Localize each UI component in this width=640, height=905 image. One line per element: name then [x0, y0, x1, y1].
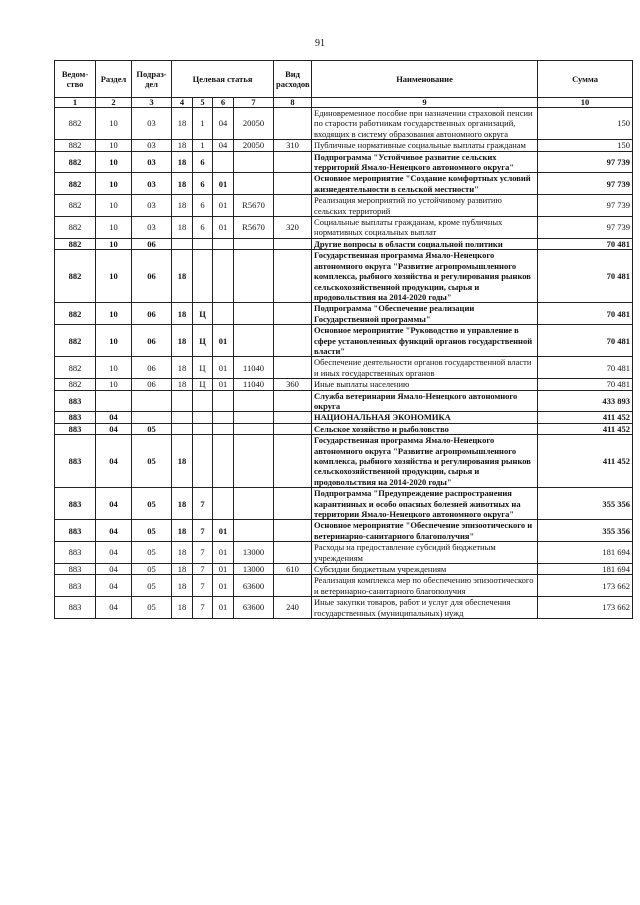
- razdel-cell: 04: [96, 575, 132, 597]
- name-cell: Государственная программа Ямало-Ненецкого автономного округа "Развитие агропромышленного комплекса, рыбного хозяйства и регулирования рынков сельскохозяйственной продукции, сырья и продовольствия на 2014-2020 годы": [312, 435, 538, 488]
- budget-table: [54, 60, 633, 619]
- vid-cell: [274, 195, 312, 217]
- podrazdel-cell: 05: [132, 520, 172, 542]
- name-cell: Другие вопросы в области социальной политики: [312, 238, 538, 249]
- col-number: 10: [538, 98, 633, 108]
- col-number: 1: [55, 98, 96, 108]
- target-event-cell: 01: [213, 357, 234, 379]
- target-program-cell: [172, 238, 193, 249]
- table-row: [55, 575, 633, 597]
- razdel-cell: 04: [96, 488, 132, 520]
- target-subprogram-cell: 7: [193, 542, 213, 564]
- target-program-cell: 18: [172, 140, 193, 151]
- target-subprogram-cell: Ц: [193, 357, 213, 379]
- target-event-cell: [213, 151, 234, 173]
- target-subprogram-cell: 7: [193, 488, 213, 520]
- target-direction-cell: [234, 435, 274, 488]
- ved-cell: 883: [55, 423, 96, 434]
- target-direction-cell: 13000: [234, 564, 274, 575]
- name-cell: Иные закупки товаров, работ и услуг для обеспечения государственных (муниципальных) нужд: [312, 597, 538, 619]
- ved-cell: 883: [55, 597, 96, 619]
- name-cell: Основное мероприятие "Создание комфортных условий жизнедеятельности в сельской местности": [312, 173, 538, 195]
- target-subprogram-cell: Ц: [193, 325, 213, 357]
- col-number: 8: [274, 98, 312, 108]
- target-event-cell: 04: [213, 140, 234, 151]
- vid-cell: [274, 435, 312, 488]
- ved-cell: 882: [55, 325, 96, 357]
- col-number: 2: [96, 98, 132, 108]
- ved-cell: 882: [55, 151, 96, 173]
- razdel-cell: 04: [96, 412, 132, 423]
- vid-cell: [274, 520, 312, 542]
- sum-cell: 97 739: [538, 195, 633, 217]
- target-direction-cell: [234, 250, 274, 303]
- name-cell: Сельское хозяйство и рыболовство: [312, 423, 538, 434]
- podrazdel-cell: 05: [132, 597, 172, 619]
- target-event-cell: 01: [213, 575, 234, 597]
- table-row: [55, 140, 633, 151]
- vid-cell: 360: [274, 379, 312, 390]
- table-row: [55, 423, 633, 434]
- razdel-cell: 04: [96, 423, 132, 434]
- vid-cell: [274, 151, 312, 173]
- name-cell: Основное мероприятие "Обеспечение эпизоотического и ветеринарно-санитарного благополучия": [312, 520, 538, 542]
- target-direction-cell: 13000: [234, 542, 274, 564]
- table-row: [55, 379, 633, 390]
- target-direction-cell: 63600: [234, 575, 274, 597]
- target-event-cell: 01: [213, 217, 234, 239]
- name-cell: Государственная программа Ямало-Ненецкого автономного округа "Развитие агропромышленного комплекса, рыбного хозяйства и регулирования рынков сельскохозяйственной продукции, сырья и продовольствия на 2014-2020 годы": [312, 250, 538, 303]
- target-direction-cell: [234, 488, 274, 520]
- target-direction-cell: [234, 325, 274, 357]
- target-direction-cell: [234, 173, 274, 195]
- podrazdel-cell: 06: [132, 325, 172, 357]
- target-program-cell: [172, 412, 193, 423]
- target-direction-cell: [234, 390, 274, 412]
- podrazdel-cell: [132, 390, 172, 412]
- column-number-row: [55, 98, 633, 108]
- target-program-cell: 18: [172, 173, 193, 195]
- target-program-cell: [172, 423, 193, 434]
- razdel-cell: 10: [96, 357, 132, 379]
- table-row: [55, 303, 633, 325]
- sum-cell: 411 452: [538, 412, 633, 423]
- sum-cell: 433 893: [538, 390, 633, 412]
- sum-cell: 70 481: [538, 357, 633, 379]
- vid-cell: 320: [274, 217, 312, 239]
- target-program-cell: 18: [172, 520, 193, 542]
- target-subprogram-cell: [193, 238, 213, 249]
- col-number: 6: [213, 98, 234, 108]
- razdel-cell: 10: [96, 140, 132, 151]
- razdel-cell: 04: [96, 520, 132, 542]
- target-program-cell: 18: [172, 379, 193, 390]
- name-cell: Субсидии бюджетным учреждениям: [312, 564, 538, 575]
- table-row: [55, 412, 633, 423]
- target-event-cell: 01: [213, 325, 234, 357]
- ved-cell: 882: [55, 140, 96, 151]
- table-row: [55, 488, 633, 520]
- vid-cell: 240: [274, 597, 312, 619]
- vid-cell: [274, 488, 312, 520]
- sum-cell: 173 662: [538, 575, 633, 597]
- razdel-cell: 04: [96, 435, 132, 488]
- target-event-cell: 01: [213, 195, 234, 217]
- target-subprogram-cell: 6: [193, 195, 213, 217]
- name-cell: Расходы на предоставление субсидий бюджетным учреждениям: [312, 542, 538, 564]
- table-row: [55, 357, 633, 379]
- ved-cell: 882: [55, 357, 96, 379]
- ved-cell: 882: [55, 173, 96, 195]
- name-cell: Единовременное пособие при назначении страховой пенсии по старости работникам государственных организаций, входящих в систему образования автономного округа: [312, 108, 538, 140]
- target-subprogram-cell: 7: [193, 520, 213, 542]
- target-program-cell: 18: [172, 250, 193, 303]
- col-number: 3: [132, 98, 172, 108]
- target-event-cell: 01: [213, 564, 234, 575]
- podrazdel-cell: 03: [132, 151, 172, 173]
- target-subprogram-cell: Ц: [193, 303, 213, 325]
- target-event-cell: 01: [213, 597, 234, 619]
- target-program-cell: 18: [172, 542, 193, 564]
- target-direction-cell: 63600: [234, 597, 274, 619]
- vid-cell: [274, 390, 312, 412]
- ved-cell: 883: [55, 564, 96, 575]
- target-event-cell: [213, 238, 234, 249]
- target-event-cell: 01: [213, 379, 234, 390]
- podrazdel-cell: 05: [132, 564, 172, 575]
- target-program-cell: 18: [172, 303, 193, 325]
- table-row: [55, 390, 633, 412]
- target-direction-cell: R5670: [234, 217, 274, 239]
- razdel-cell: 10: [96, 173, 132, 195]
- header-row: [55, 61, 633, 98]
- table-row: [55, 238, 633, 249]
- target-event-cell: 01: [213, 520, 234, 542]
- target-direction-cell: [234, 412, 274, 423]
- target-event-cell: 01: [213, 173, 234, 195]
- razdel-cell: 10: [96, 379, 132, 390]
- target-program-cell: 18: [172, 597, 193, 619]
- razdel-cell: 10: [96, 195, 132, 217]
- sum-cell: 70 481: [538, 250, 633, 303]
- col-number: 7: [234, 98, 274, 108]
- razdel-cell: 04: [96, 597, 132, 619]
- header-podrazdel: Подраз-дел: [132, 61, 172, 98]
- target-event-cell: [213, 412, 234, 423]
- header-vid: Вид расходов: [274, 61, 312, 98]
- table-row: [55, 250, 633, 303]
- header-name: Наименование: [312, 61, 538, 98]
- podrazdel-cell: 06: [132, 379, 172, 390]
- target-event-cell: [213, 303, 234, 325]
- ved-cell: 883: [55, 542, 96, 564]
- podrazdel-cell: 03: [132, 173, 172, 195]
- table-row: [55, 151, 633, 173]
- podrazdel-cell: 03: [132, 195, 172, 217]
- target-direction-cell: [234, 238, 274, 249]
- target-direction-cell: 20050: [234, 140, 274, 151]
- razdel-cell: 10: [96, 151, 132, 173]
- sum-cell: 70 481: [538, 325, 633, 357]
- razdel-cell: 10: [96, 250, 132, 303]
- razdel-cell: 10: [96, 108, 132, 140]
- target-subprogram-cell: 6: [193, 151, 213, 173]
- vid-cell: 610: [274, 564, 312, 575]
- vid-cell: [274, 238, 312, 249]
- page-number: 91: [315, 38, 325, 49]
- target-event-cell: [213, 435, 234, 488]
- target-subprogram-cell: 7: [193, 597, 213, 619]
- target-event-cell: [213, 250, 234, 303]
- table-row: [55, 520, 633, 542]
- podrazdel-cell: 05: [132, 435, 172, 488]
- vid-cell: [274, 173, 312, 195]
- sum-cell: 70 481: [538, 303, 633, 325]
- sum-cell: 70 481: [538, 238, 633, 249]
- podrazdel-cell: [132, 412, 172, 423]
- sum-cell: 355 356: [538, 488, 633, 520]
- header-razdel: Раздел: [96, 61, 132, 98]
- target-subprogram-cell: 7: [193, 575, 213, 597]
- target-program-cell: 18: [172, 217, 193, 239]
- ved-cell: 882: [55, 108, 96, 140]
- col-number: 9: [312, 98, 538, 108]
- target-program-cell: 18: [172, 435, 193, 488]
- target-subprogram-cell: [193, 250, 213, 303]
- podrazdel-cell: 06: [132, 238, 172, 249]
- table-body: [55, 108, 633, 619]
- ved-cell: 882: [55, 303, 96, 325]
- ved-cell: 882: [55, 195, 96, 217]
- name-cell: Публичные нормативные социальные выплаты гражданам: [312, 140, 538, 151]
- target-program-cell: 18: [172, 195, 193, 217]
- name-cell: Подпрограмма "Предупреждение распространения карантинных и особо опасных болезней животных на территории Ямало-Ненецкого автономного округа": [312, 488, 538, 520]
- vid-cell: [274, 357, 312, 379]
- sum-cell: 150: [538, 140, 633, 151]
- ved-cell: 883: [55, 575, 96, 597]
- target-event-cell: [213, 423, 234, 434]
- name-cell: Основное мероприятие "Руководство и управление в сфере установленных функций органов государственной власти": [312, 325, 538, 357]
- target-subprogram-cell: 6: [193, 217, 213, 239]
- target-program-cell: 18: [172, 151, 193, 173]
- col-number: 5: [193, 98, 213, 108]
- ved-cell: 883: [55, 488, 96, 520]
- ved-cell: 882: [55, 238, 96, 249]
- table-row: [55, 325, 633, 357]
- name-cell: Реализация мероприятий по устойчивому развитию сельских территорий: [312, 195, 538, 217]
- target-direction-cell: [234, 303, 274, 325]
- sum-cell: 70 481: [538, 379, 633, 390]
- ved-cell: 883: [55, 390, 96, 412]
- target-subprogram-cell: 6: [193, 173, 213, 195]
- podrazdel-cell: 05: [132, 423, 172, 434]
- target-direction-cell: R5670: [234, 195, 274, 217]
- table-row: [55, 173, 633, 195]
- name-cell: Социальные выплаты гражданам, кроме публичных нормативных социальных выплат: [312, 217, 538, 239]
- vid-cell: [274, 575, 312, 597]
- sum-cell: 411 452: [538, 423, 633, 434]
- vid-cell: [274, 250, 312, 303]
- target-subprogram-cell: [193, 412, 213, 423]
- razdel-cell: [96, 390, 132, 412]
- razdel-cell: 10: [96, 217, 132, 239]
- table-row: [55, 542, 633, 564]
- target-subprogram-cell: 7: [193, 564, 213, 575]
- header-ved: Ведом-ство: [55, 61, 96, 98]
- name-cell: Иные выплаты населению: [312, 379, 538, 390]
- vid-cell: [274, 325, 312, 357]
- razdel-cell: 10: [96, 303, 132, 325]
- sum-cell: 355 356: [538, 520, 633, 542]
- podrazdel-cell: 06: [132, 357, 172, 379]
- target-program-cell: 18: [172, 357, 193, 379]
- target-direction-cell: [234, 520, 274, 542]
- vid-cell: [274, 412, 312, 423]
- ved-cell: 882: [55, 379, 96, 390]
- target-event-cell: [213, 488, 234, 520]
- podrazdel-cell: 05: [132, 542, 172, 564]
- target-subprogram-cell: Ц: [193, 379, 213, 390]
- vid-cell: [274, 108, 312, 140]
- target-event-cell: 04: [213, 108, 234, 140]
- table-row: [55, 108, 633, 140]
- table-row: [55, 217, 633, 239]
- sum-cell: 150: [538, 108, 633, 140]
- target-program-cell: 18: [172, 564, 193, 575]
- razdel-cell: 10: [96, 325, 132, 357]
- sum-cell: 411 452: [538, 435, 633, 488]
- razdel-cell: 04: [96, 564, 132, 575]
- vid-cell: [274, 542, 312, 564]
- podrazdel-cell: 05: [132, 575, 172, 597]
- target-direction-cell: [234, 151, 274, 173]
- target-program-cell: 18: [172, 488, 193, 520]
- target-program-cell: [172, 390, 193, 412]
- podrazdel-cell: 03: [132, 140, 172, 151]
- target-program-cell: 18: [172, 575, 193, 597]
- sum-cell: 97 739: [538, 217, 633, 239]
- header-sum: Сумма: [538, 61, 633, 98]
- vid-cell: [274, 423, 312, 434]
- podrazdel-cell: 06: [132, 303, 172, 325]
- target-direction-cell: 20050: [234, 108, 274, 140]
- vid-cell: 310: [274, 140, 312, 151]
- ved-cell: 882: [55, 217, 96, 239]
- ved-cell: 882: [55, 250, 96, 303]
- razdel-cell: 04: [96, 542, 132, 564]
- podrazdel-cell: 05: [132, 488, 172, 520]
- name-cell: Реализация комплекса мер по обеспечению эпизоотического и ветеринарно-санитарного благополучия: [312, 575, 538, 597]
- col-number: 4: [172, 98, 193, 108]
- target-program-cell: 18: [172, 108, 193, 140]
- target-program-cell: 18: [172, 325, 193, 357]
- ved-cell: 883: [55, 412, 96, 423]
- sum-cell: 181 694: [538, 564, 633, 575]
- podrazdel-cell: 06: [132, 250, 172, 303]
- name-cell: Подпрограмма "Устойчивое развитие сельских территорий Ямало-Ненецкого автономного округа": [312, 151, 538, 173]
- target-event-cell: [213, 390, 234, 412]
- target-direction-cell: [234, 423, 274, 434]
- target-direction-cell: 11040: [234, 357, 274, 379]
- ved-cell: 883: [55, 435, 96, 488]
- podrazdel-cell: 03: [132, 108, 172, 140]
- target-subprogram-cell: [193, 435, 213, 488]
- podrazdel-cell: 03: [132, 217, 172, 239]
- razdel-cell: 10: [96, 238, 132, 249]
- target-subprogram-cell: 1: [193, 108, 213, 140]
- table-row: [55, 195, 633, 217]
- target-event-cell: 01: [213, 542, 234, 564]
- target-subprogram-cell: [193, 390, 213, 412]
- sum-cell: 173 662: [538, 597, 633, 619]
- sum-cell: 97 739: [538, 173, 633, 195]
- header-target: Целевая статья: [172, 61, 274, 98]
- table-row: [55, 564, 633, 575]
- sum-cell: 181 694: [538, 542, 633, 564]
- name-cell: Подпрограмма "Обеспечение реализации Государственной программы": [312, 303, 538, 325]
- name-cell: Обеспечение деятельности органов государственной власти и иных государственных органов: [312, 357, 538, 379]
- target-subprogram-cell: 1: [193, 140, 213, 151]
- table-row: [55, 435, 633, 488]
- target-direction-cell: 11040: [234, 379, 274, 390]
- table-row: [55, 597, 633, 619]
- name-cell: НАЦИОНАЛЬНАЯ ЭКОНОМИКА: [312, 412, 538, 423]
- name-cell: Служба ветеринарии Ямало-Ненецкого автономного округа: [312, 390, 538, 412]
- target-subprogram-cell: [193, 423, 213, 434]
- ved-cell: 883: [55, 520, 96, 542]
- sum-cell: 97 739: [538, 151, 633, 173]
- vid-cell: [274, 303, 312, 325]
